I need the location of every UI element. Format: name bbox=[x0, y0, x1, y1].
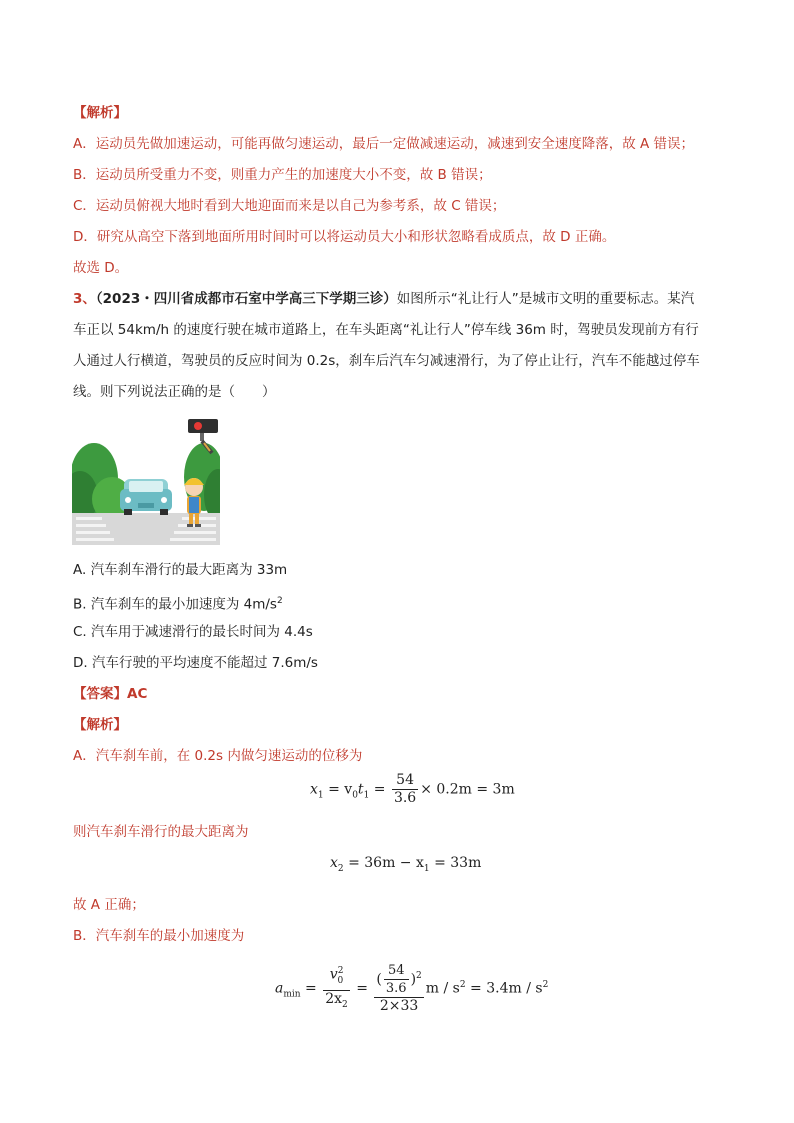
question-3-line3: 人通过人行横道，驾驶员的反应时间为 0.2s，刹车后汽车匀减速滑行，为了停止让行，汽车不能越过停车 bbox=[73, 353, 700, 369]
question-number: 3、 bbox=[73, 291, 96, 307]
option-d: D. 汽车行驶的平均速度不能超过 7.6m/s bbox=[73, 655, 318, 671]
analysis-heading: 【解析】 bbox=[73, 105, 127, 121]
analysis-a-max-distance: 则汽车刹车滑行的最大距离为 bbox=[73, 824, 249, 840]
analysis-option-a: A．运动员先做加速运动，可能再做匀速运动，最后一定做减速运动，减速到安全速度降落，故 A 错误； bbox=[73, 136, 695, 152]
analysis-b-intro: B．汽车刹车的最小加速度为 bbox=[73, 928, 245, 944]
equation-x2: $x_2 = 36m - x_1 = 33m$ bbox=[330, 855, 482, 874]
option-c: C. 汽车用于减速滑行的最长时间为 4.4s bbox=[73, 624, 313, 640]
analysis-a-intro: A．汽车刹车前，在 0.2s 内做匀速运动的位移为 bbox=[73, 748, 363, 764]
analysis-option-c: C．运动员俯视大地时看到大地迎面而来是以自己为参考系，故 C 错误； bbox=[73, 198, 506, 214]
analysis-option-b: B．运动员所受重力不变，则重力产生的加速度大小不变，故 B 错误； bbox=[73, 167, 492, 183]
analysis-a-conclusion: 故 A 正确； bbox=[73, 897, 145, 913]
question-stem-start: 如图所示“礼让行人”是城市文明的重要标志。某汽 bbox=[396, 291, 695, 307]
analysis-option-d: D．研究从高空下落到地面所用时间时可以将运动员大小和形状忽略看成质点，故 D 正确。 bbox=[73, 229, 616, 245]
answer-label: 【答案】AC bbox=[73, 686, 148, 702]
question-source: （2023・四川省成都市石室中学高三下学期三诊） bbox=[95, 291, 397, 307]
option-a: A. 汽车刹车滑行的最大距离为 33m bbox=[73, 562, 288, 578]
equation-x1: $x_1 = v_0t_1$ = $\frac{54}{3.6}$ × 0.2m = 3m bbox=[310, 772, 515, 806]
question-3-line4: 线。则下列说法正确的是（ ） bbox=[73, 384, 276, 400]
analysis-conclusion: 故选 D。 bbox=[73, 260, 129, 276]
equation-a-min: $a_{min}$ = $\frac{v^2_0}{2x_2}$ = ( $\frac{54}{3.6}$ )$^2$ 2×33 $m / s^2 = 3.4m / s^2$ bbox=[275, 963, 549, 1014]
question-3-line1 bbox=[73, 289, 694, 309]
yield-pedestrian-illustration bbox=[72, 417, 220, 545]
analysis-heading-2: 【解析】 bbox=[73, 717, 127, 733]
option-b: B. 汽车刹车的最小加速度为 $4m/s^2$ bbox=[73, 596, 283, 613]
question-3-line2: 车正以 54km/h 的速度行驶在城市道路上，在车头距离“礼让行人”停车线 36m 时，驾驶员发现前方有行 bbox=[73, 322, 699, 338]
car-icon bbox=[120, 479, 172, 515]
